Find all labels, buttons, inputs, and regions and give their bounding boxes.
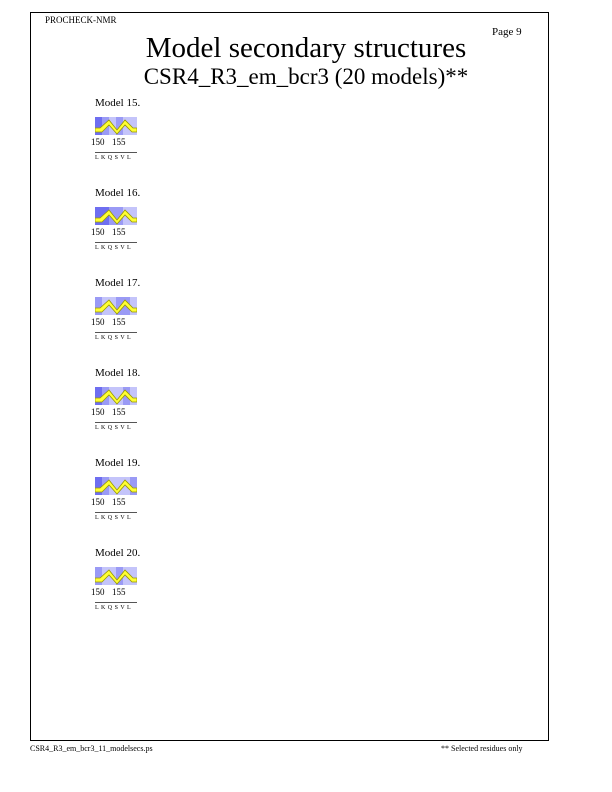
model-block [91, 367, 215, 457]
residue-end-number: 155 [112, 587, 126, 597]
model-block [91, 457, 215, 547]
residue-sequence: L K Q S V L [95, 155, 132, 161]
model-block [91, 277, 215, 367]
sequence-divider [95, 602, 137, 603]
helix-icon [95, 477, 137, 495]
residue-start-number: 150 [91, 407, 105, 417]
sequence-divider [95, 512, 137, 513]
residue-sequence: L K Q S V L [95, 515, 132, 521]
program-name: PROCHECK-NMR [45, 15, 117, 25]
residue-sequence: L K Q S V L [95, 335, 132, 341]
page-title: Model secondary structures [145, 32, 467, 64]
residue-start-number: 150 [91, 137, 105, 147]
residue-start-number: 150 [91, 317, 105, 327]
sequence-divider [95, 242, 137, 243]
residue-end-number: 155 [112, 227, 126, 237]
residue-sequence: L K Q S V L [95, 245, 132, 251]
helix-icon [95, 297, 137, 315]
secondary-structure-strip [95, 297, 137, 315]
model-block [91, 547, 215, 637]
secondary-structure-strip [95, 117, 137, 135]
model-label: Model 19. [95, 457, 141, 469]
secondary-structure-strip [95, 207, 137, 225]
helix-icon [95, 117, 137, 135]
residue-sequence: L K Q S V L [95, 605, 132, 611]
residue-end-number: 155 [112, 137, 126, 147]
helix-icon [95, 387, 137, 405]
secondary-structure-strip [95, 387, 137, 405]
sequence-divider [95, 332, 137, 333]
model-label: Model 16. [95, 187, 141, 199]
footer-note: ** Selected residues only [441, 744, 523, 753]
helix-icon [95, 567, 137, 585]
model-block [91, 187, 215, 277]
model-block [91, 97, 215, 187]
residue-end-number: 155 [112, 407, 126, 417]
helix-icon [95, 207, 137, 225]
model-label: Model 20. [95, 547, 141, 559]
model-label: Model 17. [95, 277, 141, 289]
secondary-structure-strip [95, 477, 137, 495]
residue-end-number: 155 [112, 317, 126, 327]
residue-start-number: 150 [91, 587, 105, 597]
page-subtitle: CSR4_R3_em_bcr3 (20 models)** [143, 64, 469, 89]
secondary-structure-strip [95, 567, 137, 585]
footer-filename: CSR4_R3_em_bcr3_11_modelsecs.ps [30, 744, 153, 753]
residue-start-number: 150 [91, 497, 105, 507]
page-number: Page 9 [492, 26, 522, 38]
residue-end-number: 155 [112, 497, 126, 507]
sequence-divider [95, 152, 137, 153]
residue-sequence: L K Q S V L [95, 425, 132, 431]
sequence-divider [95, 422, 137, 423]
model-label: Model 15. [95, 97, 141, 109]
residue-start-number: 150 [91, 227, 105, 237]
model-label: Model 18. [95, 367, 141, 379]
